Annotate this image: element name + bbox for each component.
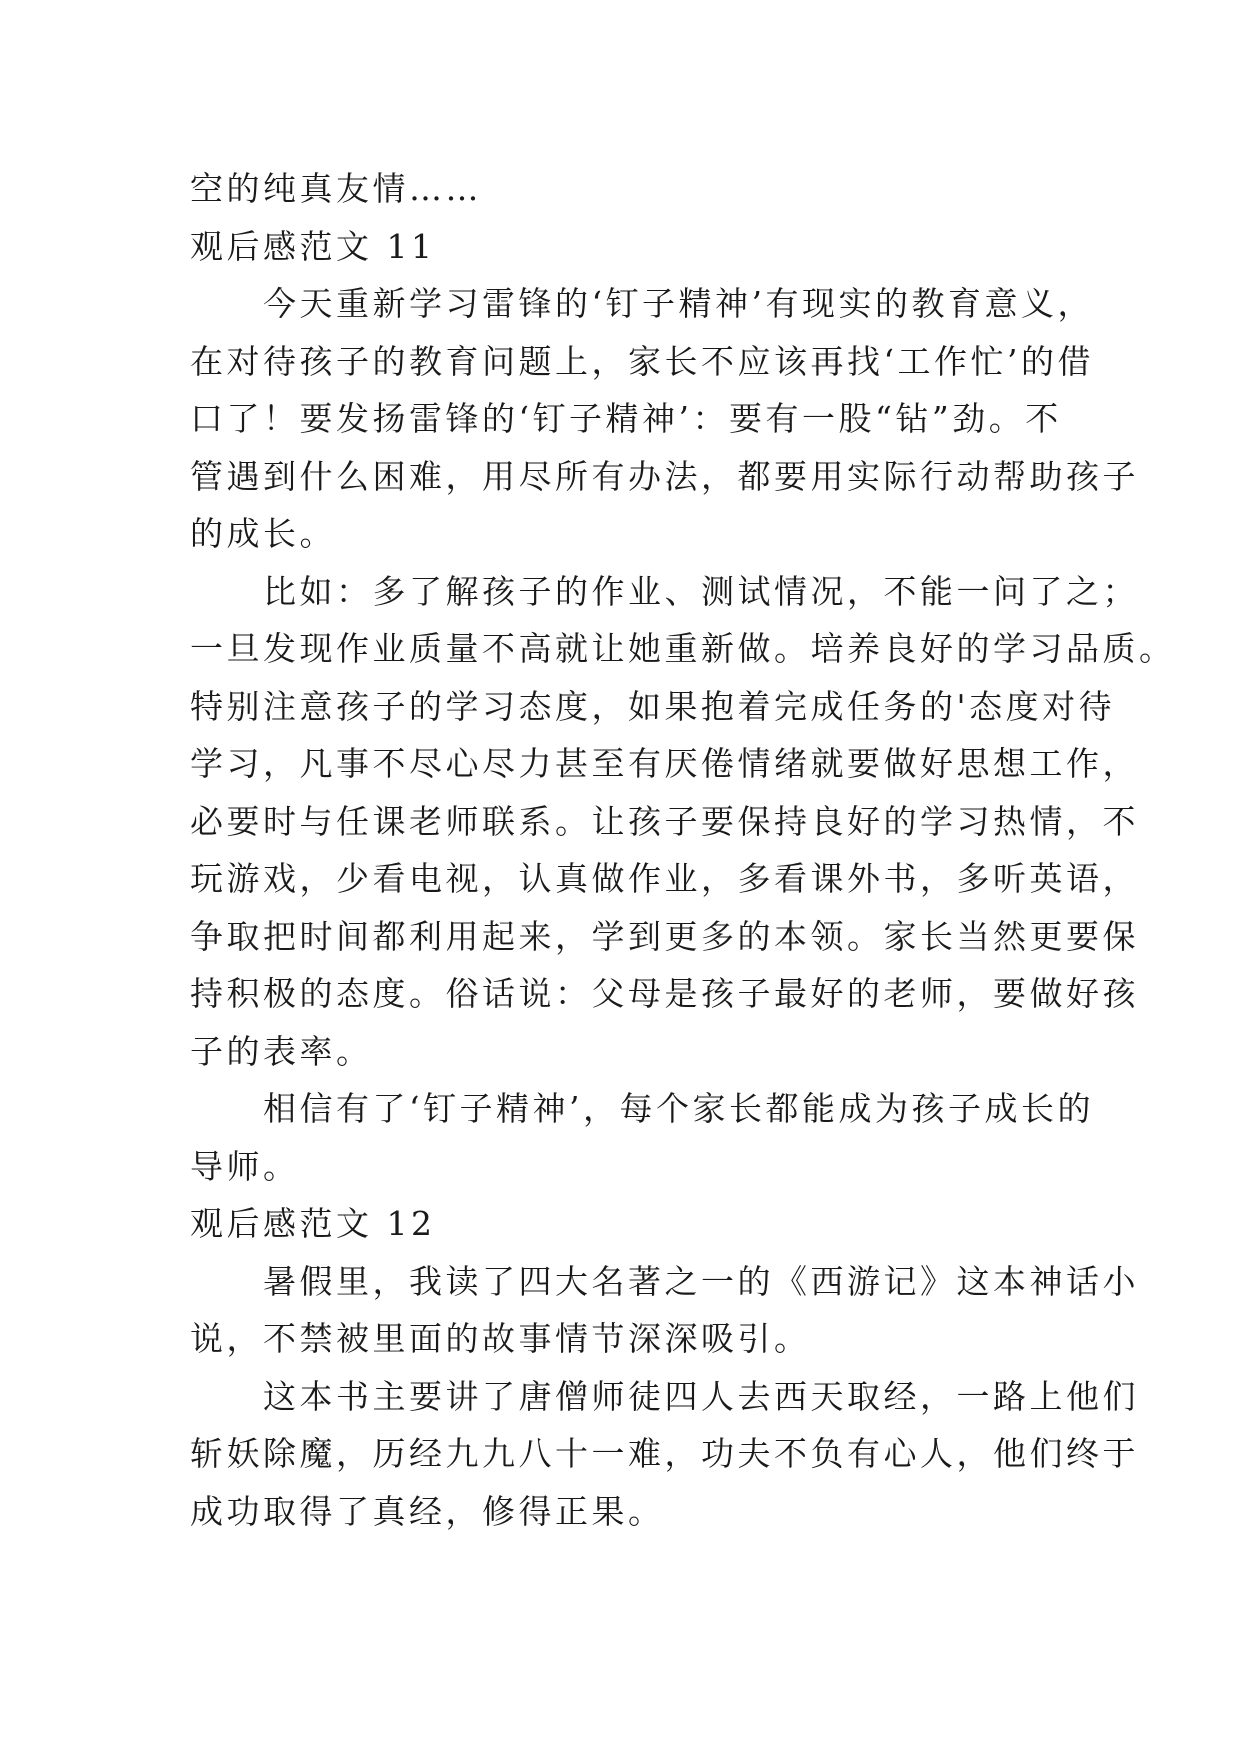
text-line: 说，不禁被里面的故事情节深深吸引。 <box>190 1319 811 1358</box>
text-line: 子的表率。 <box>190 1031 373 1071</box>
paragraph <box>190 1253 1139 1368</box>
text-fragment <box>190 160 1070 218</box>
text-line: 玩游戏，少看电视，认真做作业，多看课外书，多听英语， <box>190 859 1139 898</box>
text-line: 成功取得了真经，修得正果。 <box>190 1491 665 1531</box>
text-line: 持积极的态度。俗话说：父母是孩子最好的老师，要做好孩 <box>190 974 1139 1013</box>
paragraph <box>190 275 1139 563</box>
section-heading-11 <box>190 218 1070 276</box>
text-line: 比如：多了解孩子的作业、测试情况，不能一问了之； <box>190 571 1139 611</box>
section-heading-12 <box>190 1195 1070 1253</box>
paragraph <box>190 1368 1139 1541</box>
text-line: 争取把时间都利用起来，学到更多的本领。家长当然更要保 <box>190 916 1139 956</box>
text-line: 在对待孩子的教育问题上，家长不应该再找‘工作忙’的借 <box>190 341 1094 381</box>
text-line: 必要时与任课老师联系。让孩子要保持良好的学习热情，不 <box>190 801 1139 841</box>
text-line: 斩妖除魔，历经九九八十一难，功夫不负有心人，他们终于 <box>190 1434 1139 1473</box>
text-line: 暑假里，我读了四大名著之一的《西游记》这本神话小 <box>190 1261 1139 1301</box>
text-line: 空的纯真友情…… <box>190 169 482 208</box>
paragraph <box>190 1080 1094 1195</box>
text-line: 的成长。 <box>190 514 336 553</box>
text-line: 相信有了‘钉子精神’，每个家长都能成为孩子成长的 <box>190 1089 1094 1128</box>
text-line: 学习，凡事不尽心尽力甚至有厌倦情绪就要做好思想工作， <box>190 744 1139 783</box>
heading-text: 观后感范文 11 <box>190 226 436 266</box>
text-line: 特别注意孩子的学习态度，如果抱着完成任务的'态度对待 <box>190 686 1116 726</box>
text-line: 导师。 <box>190 1146 300 1186</box>
text-line: 今天重新学习雷锋的‘钉子精神’有现实的教育意义， <box>190 284 1094 323</box>
text-line: 一旦发现作业质量不高就让她重新做。培养良好的学习品质。 <box>190 629 1176 668</box>
document-body <box>190 160 1176 1540</box>
text-line: 管遇到什么困难，用尽所有办法，都要用实际行动帮助孩子 <box>190 456 1139 496</box>
paragraph <box>190 563 1176 1081</box>
heading-text: 观后感范文 12 <box>190 1204 436 1243</box>
text-line: 口了！要发扬雷锋的‘钉子精神’：要有一股“钻”劲。不 <box>190 399 1062 438</box>
text-line: 这本书主要讲了唐僧师徒四人去西天取经，一路上他们 <box>190 1376 1139 1416</box>
